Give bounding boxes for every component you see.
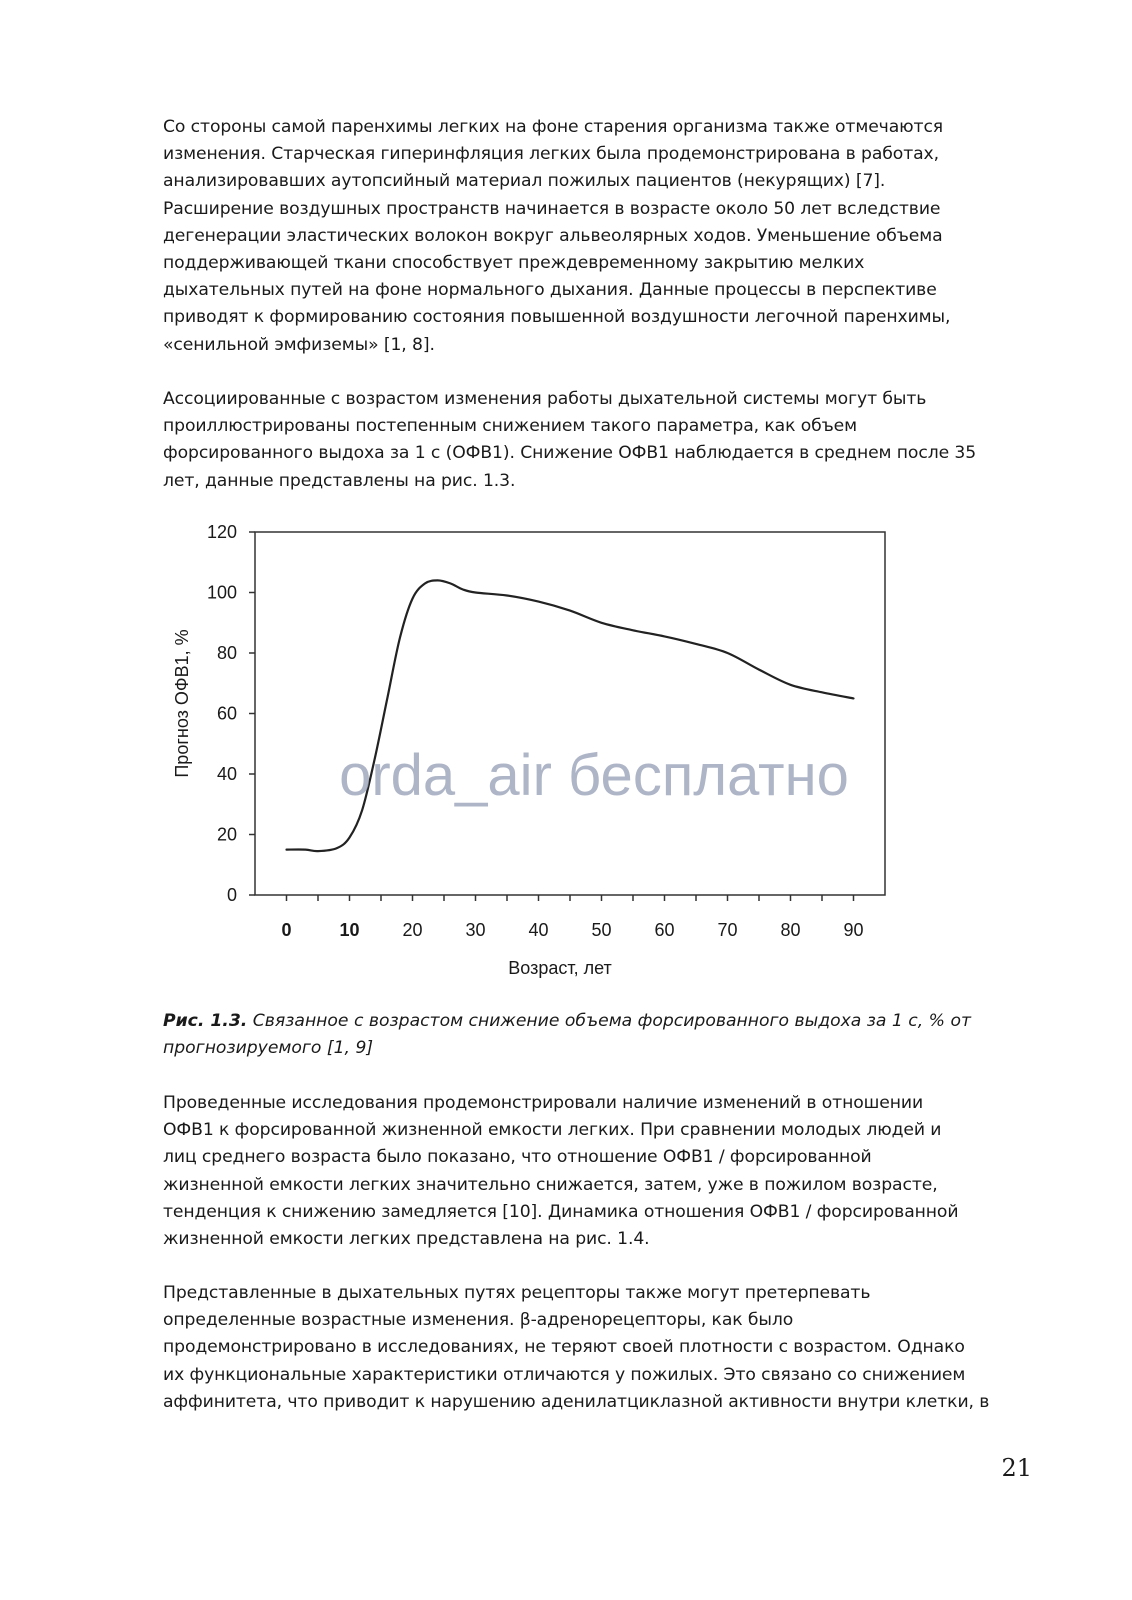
y-tick-label: 0 bbox=[226, 885, 237, 905]
text-line: их функциональные характеристики отличаются у пожилых. Это связано со снижением bbox=[163, 1364, 966, 1385]
x-tick-label: 10 bbox=[339, 920, 360, 940]
text-line: изменения. Старческая гиперинфляция легких была продемонстрирована в работах, bbox=[163, 144, 939, 165]
x-tick-label: 80 bbox=[780, 920, 801, 940]
fev1-age-chart bbox=[160, 520, 900, 990]
text-line: поддерживающей ткани способствует преждевременному закрытию мелких bbox=[163, 253, 865, 274]
y-tick-label: 40 bbox=[216, 764, 237, 784]
text-line: лиц среднего возраста было показано, что отношение ОФВ1 / форсированной bbox=[163, 1147, 872, 1168]
paragraph-1 bbox=[163, 114, 1063, 359]
y-axis-label: Прогноз ОФВ1, % bbox=[172, 629, 192, 778]
y-tick-label: 100 bbox=[206, 582, 237, 603]
text-line: Представленные в дыхательных путях рецепторы также могут претерпевать bbox=[163, 1283, 871, 1303]
chart-axes bbox=[255, 532, 885, 895]
text-line: определенные возрастные изменения. β-адренорецепторы, как было bbox=[163, 1310, 794, 1331]
text-line: аффинитета, что приводит к нарушению аденилатциклазной активности внутри клетки, в bbox=[163, 1391, 990, 1412]
text-line: жизненной емкости легких представлена на рис. 1.4. bbox=[163, 1229, 650, 1250]
paragraph-4 bbox=[163, 1280, 1063, 1416]
text-line: Со стороны самой паренхимы легких на фоне старения организма также отмечаются bbox=[163, 117, 944, 137]
text-line: проиллюстрированы постепенным снижением такого параметра, как объем bbox=[163, 416, 858, 437]
y-tick-label: 80 bbox=[216, 643, 237, 663]
text-line: тенденция к снижению замедляется [10]. Динамика отношения ОФВ1 / форсированной bbox=[163, 1201, 959, 1222]
text-line: ОФВ1 к форсированной жизненной емкости легких. При сравнении молодых людей и bbox=[163, 1120, 942, 1141]
paragraph-2 bbox=[163, 386, 1063, 495]
figure-label: Рис. 1.3. bbox=[163, 1011, 248, 1031]
x-tick-label: 60 bbox=[654, 920, 675, 940]
text-line: жизненной емкости легких значительно снижается, затем, уже в пожилом возрасте, bbox=[163, 1174, 938, 1195]
text-line: анализировавших аутопсийный материал пожилых пациентов (некурящих) [7]. bbox=[163, 171, 886, 192]
caption-line-2: прогнозируемого [1, 9] bbox=[163, 1038, 374, 1059]
text-line: Ассоциированные с возрастом изменения работы дыхательной системы могут быть bbox=[163, 389, 927, 409]
page-number: 21 bbox=[1001, 1454, 1032, 1482]
x-tick-label: 70 bbox=[717, 920, 738, 940]
paragraph-3 bbox=[163, 1090, 1063, 1253]
y-tick-label: 120 bbox=[206, 522, 237, 542]
figure-caption bbox=[163, 1008, 1063, 1062]
text-line: «сенильной эмфиземы» [1, 8]. bbox=[163, 334, 435, 355]
x-tick-label: 30 bbox=[465, 920, 486, 940]
text-line: лет, данные представлены на рис. 1.3. bbox=[163, 470, 516, 491]
text-line: Расширение воздушных пространств начинается в возрасте около 50 лет вследствие bbox=[163, 198, 941, 219]
text-line: дыхательных путей на фоне нормального дыхания. Данные процессы в перспективе bbox=[163, 280, 937, 301]
fev1-series-line bbox=[287, 580, 854, 851]
caption-line-1 bbox=[163, 1008, 1063, 1035]
x-tick-label: 0 bbox=[281, 920, 292, 940]
x-tick-label: 20 bbox=[402, 920, 423, 940]
y-tick-label: 60 bbox=[216, 703, 237, 724]
x-tick-label: 50 bbox=[591, 920, 612, 940]
y-tick-labels bbox=[207, 522, 255, 905]
x-tick-label: 90 bbox=[843, 920, 864, 940]
x-tick-labels bbox=[281, 895, 863, 940]
plot-frame bbox=[255, 532, 885, 895]
x-tick-label: 40 bbox=[528, 920, 549, 940]
text-line: продемонстрировано в исследованиях, не теряют своей плотности с возрастом. Однако bbox=[163, 1337, 965, 1358]
text-line: дегенерации эластических волокон вокруг альвеолярных ходов. Уменьшение объема bbox=[163, 225, 943, 246]
x-axis-label: Возраст, лет bbox=[508, 958, 612, 978]
caption-text: Связанное с возрастом снижение объема форсированного выдоха за 1 с, % от bbox=[252, 1011, 971, 1031]
text-line: приводят к формированию состояния повышенной воздушности легочной паренхимы, bbox=[163, 307, 951, 328]
watermark-text: orda_air бесплатно bbox=[339, 743, 849, 808]
text-line: форсированного выдоха за 1 с (ОФВ1). Снижение ОФВ1 наблюдается в среднем после 35 bbox=[163, 443, 977, 464]
text-line: Проведенные исследования продемонстрировали наличие изменений в отношении bbox=[163, 1093, 924, 1113]
y-tick-label: 20 bbox=[216, 824, 237, 845]
